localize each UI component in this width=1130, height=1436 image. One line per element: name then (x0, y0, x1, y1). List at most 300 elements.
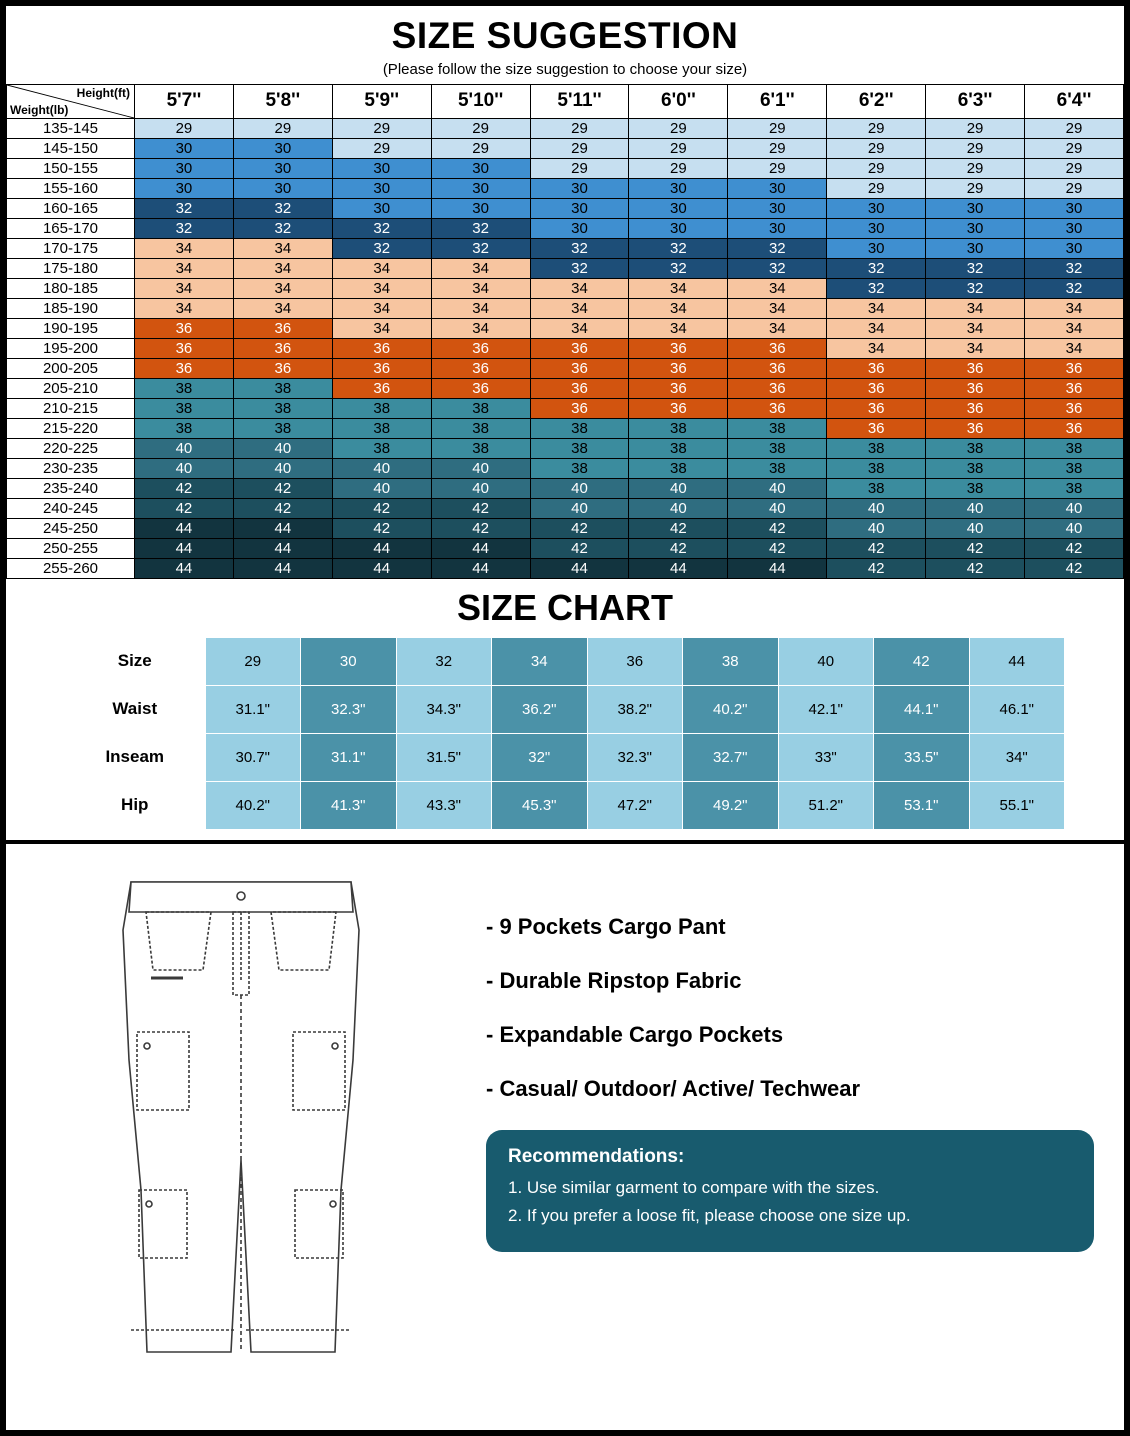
height-column-header: 6'0'' (629, 84, 728, 118)
size-cell: 42 (233, 498, 332, 518)
size-cell: 30 (827, 238, 926, 258)
size-cell: 34 (135, 278, 234, 298)
size-chart-cell: 32.7" (683, 733, 779, 781)
weight-row-label: 195-200 (7, 338, 135, 358)
size-chart-cell: 32" (492, 733, 588, 781)
size-chart-cell: 36.2" (492, 685, 588, 733)
weight-row-label: 200-205 (7, 358, 135, 378)
size-cell: 40 (926, 518, 1025, 538)
table-row (7, 338, 1124, 358)
weight-row-label: 235-240 (7, 478, 135, 498)
height-column-header: 6'4'' (1025, 84, 1124, 118)
size-cell: 38 (332, 418, 431, 438)
size-cell: 29 (629, 138, 728, 158)
size-chart-cell: 40 (778, 637, 874, 685)
size-cell: 29 (332, 138, 431, 158)
size-cell: 36 (629, 358, 728, 378)
weight-row-label: 190-195 (7, 318, 135, 338)
weight-row-label: 245-250 (7, 518, 135, 538)
table-row (7, 518, 1124, 538)
size-cell: 36 (1025, 378, 1124, 398)
size-cell: 36 (135, 358, 234, 378)
table-row (7, 358, 1124, 378)
size-cell: 29 (827, 118, 926, 138)
size-cell: 30 (728, 218, 827, 238)
feature-item: - Expandable Cargo Pockets (486, 1021, 784, 1047)
size-cell: 34 (530, 278, 629, 298)
size-cell: 36 (926, 418, 1025, 438)
size-cell: 30 (431, 198, 530, 218)
recommendations-box (486, 1130, 1094, 1252)
size-cell: 42 (431, 518, 530, 538)
size-chart-cell: 38 (683, 637, 779, 685)
size-chart-cell: 32.3" (301, 685, 397, 733)
size-cell: 30 (827, 198, 926, 218)
size-cell: 34 (431, 278, 530, 298)
size-chart-cell: 34" (969, 733, 1065, 781)
size-cell: 30 (332, 158, 431, 178)
size-cell: 32 (1025, 258, 1124, 278)
size-chart-cell: 33.5" (874, 733, 970, 781)
size-cell: 29 (827, 138, 926, 158)
size-cell: 29 (431, 118, 530, 138)
size-cell: 29 (926, 158, 1025, 178)
size-cell: 29 (926, 118, 1025, 138)
size-cell: 38 (233, 398, 332, 418)
size-cell: 32 (629, 238, 728, 258)
page-subtitle: (Please follow the size suggestion to choose your size) (382, 60, 748, 78)
cargo-pant-icon (91, 860, 391, 1370)
size-chart-cell: 53.1" (874, 781, 970, 829)
weight-row-label: 170-175 (7, 238, 135, 258)
size-chart-cell: 38.2" (587, 685, 683, 733)
size-cell: 34 (1025, 338, 1124, 358)
table-row (7, 138, 1124, 158)
size-cell: 40 (530, 478, 629, 498)
recommendations-title: Recommendations: (508, 1145, 685, 1167)
size-cell: 42 (827, 558, 926, 578)
size-chart-cell: 34.3" (396, 685, 492, 733)
size-cell: 38 (233, 378, 332, 398)
weight-row-label: 230-235 (7, 458, 135, 478)
height-column-header: 5'7'' (135, 84, 234, 118)
feature-item: - 9 Pockets Cargo Pant (486, 913, 726, 939)
size-cell: 32 (233, 218, 332, 238)
size-cell: 36 (431, 338, 530, 358)
size-cell: 40 (629, 498, 728, 518)
size-chart-cell: 30.7" (205, 733, 301, 781)
size-cell: 34 (629, 298, 728, 318)
size-cell: 34 (530, 318, 629, 338)
size-cell: 36 (1025, 398, 1124, 418)
height-column-header: 5'9'' (332, 84, 431, 118)
size-cell: 34 (332, 278, 431, 298)
size-cell: 42 (233, 478, 332, 498)
size-cell: 36 (233, 338, 332, 358)
size-cell: 32 (926, 258, 1025, 278)
weight-row-label: 155-160 (7, 178, 135, 198)
size-cell: 42 (1025, 558, 1124, 578)
size-cell: 36 (728, 358, 827, 378)
size-cell: 30 (629, 198, 728, 218)
weight-row-label: 135-145 (7, 118, 135, 138)
size-chart-cell: 36 (587, 637, 683, 685)
size-cell: 36 (629, 378, 728, 398)
size-cell: 44 (728, 558, 827, 578)
size-cell: 34 (135, 258, 234, 278)
size-cell: 30 (135, 158, 234, 178)
table-row (7, 178, 1124, 198)
size-cell: 29 (728, 158, 827, 178)
size-chart-cell: 45.3" (492, 781, 588, 829)
size-cell: 40 (233, 458, 332, 478)
size-cell: 40 (1025, 498, 1124, 518)
size-cell: 30 (926, 218, 1025, 238)
size-cell: 44 (332, 558, 431, 578)
size-cell: 38 (728, 438, 827, 458)
size-cell: 29 (1025, 138, 1124, 158)
size-cell: 36 (728, 338, 827, 358)
size-cell: 30 (1025, 198, 1124, 218)
size-cell: 36 (827, 358, 926, 378)
size-cell: 42 (332, 518, 431, 538)
size-cell: 36 (926, 378, 1025, 398)
height-column-header: 6'2'' (827, 84, 926, 118)
size-cell: 29 (530, 138, 629, 158)
size-cell: 34 (629, 318, 728, 338)
size-cell: 34 (629, 278, 728, 298)
size-cell: 32 (827, 258, 926, 278)
size-cell: 29 (530, 158, 629, 178)
size-cell: 29 (332, 118, 431, 138)
size-cell: 36 (1025, 418, 1124, 438)
size-cell: 30 (1025, 238, 1124, 258)
size-cell: 44 (233, 518, 332, 538)
size-cell: 30 (431, 158, 530, 178)
size-cell: 40 (431, 458, 530, 478)
size-chart-cell: 42 (874, 637, 970, 685)
size-cell: 34 (233, 238, 332, 258)
size-cell: 38 (431, 438, 530, 458)
size-cell: 32 (332, 218, 431, 238)
size-cell: 38 (629, 418, 728, 438)
size-cell: 30 (629, 178, 728, 198)
size-cell: 40 (530, 498, 629, 518)
weight-row-label: 240-245 (7, 498, 135, 518)
size-cell: 44 (431, 538, 530, 558)
axis-corner-cell (7, 84, 135, 118)
size-cell: 36 (629, 398, 728, 418)
size-cell: 30 (233, 158, 332, 178)
size-cell: 44 (629, 558, 728, 578)
size-cell: 38 (926, 478, 1025, 498)
table-row (7, 318, 1124, 338)
weight-row-label: 205-210 (7, 378, 135, 398)
size-cell: 30 (332, 198, 431, 218)
size-cell: 34 (926, 338, 1025, 358)
size-cell: 30 (233, 138, 332, 158)
size-cell: 30 (827, 218, 926, 238)
size-cell: 38 (233, 418, 332, 438)
size-cell: 44 (431, 558, 530, 578)
size-cell: 44 (530, 558, 629, 578)
table-row (7, 558, 1124, 578)
size-cell: 40 (135, 458, 234, 478)
weight-axis-label: Weight(lb) (10, 102, 69, 117)
weight-row-label: 165-170 (7, 218, 135, 238)
size-cell: 42 (135, 478, 234, 498)
size-cell: 36 (332, 358, 431, 378)
size-cell: 29 (827, 178, 926, 198)
table-row (7, 198, 1124, 218)
size-cell: 32 (332, 238, 431, 258)
size-cell: 29 (1025, 158, 1124, 178)
height-column-header: 5'10'' (431, 84, 530, 118)
size-cell: 30 (728, 178, 827, 198)
table-row (7, 418, 1124, 438)
size-cell: 29 (431, 138, 530, 158)
table-row (7, 498, 1124, 518)
size-cell: 44 (135, 558, 234, 578)
size-cell: 38 (135, 418, 234, 438)
feature-item: - Durable Ripstop Fabric (486, 967, 742, 993)
product-illustration (6, 854, 476, 1384)
size-chart-cell: 44.1" (874, 685, 970, 733)
size-cell: 30 (530, 198, 629, 218)
size-cell: 36 (332, 338, 431, 358)
size-cell: 34 (728, 298, 827, 318)
size-chart-title: SIZE CHART (457, 586, 673, 628)
size-chart-row-label: Hip (65, 781, 205, 829)
weight-row-label: 185-190 (7, 298, 135, 318)
bottom-section (6, 844, 1124, 1384)
size-cell: 38 (530, 458, 629, 478)
size-cell: 36 (728, 398, 827, 418)
size-cell: 34 (827, 298, 926, 318)
size-cell: 36 (629, 338, 728, 358)
size-chart-cell: 55.1" (969, 781, 1065, 829)
size-cell: 34 (135, 298, 234, 318)
size-cell: 32 (629, 258, 728, 278)
size-cell: 36 (135, 338, 234, 358)
size-cell: 36 (926, 398, 1025, 418)
table-row (7, 278, 1124, 298)
size-cell: 38 (827, 438, 926, 458)
size-cell: 29 (530, 118, 629, 138)
size-cell: 36 (926, 358, 1025, 378)
table-row (7, 478, 1124, 498)
size-cell: 36 (827, 378, 926, 398)
size-cell: 38 (1025, 478, 1124, 498)
height-axis-label: Height(ft) (76, 85, 130, 100)
weight-row-label: 220-225 (7, 438, 135, 458)
size-cell: 42 (530, 538, 629, 558)
size-cell: 40 (135, 438, 234, 458)
size-chart-cell: 40.2" (205, 781, 301, 829)
table-row (65, 637, 1065, 685)
size-cell: 38 (431, 418, 530, 438)
height-column-header: 5'8'' (233, 84, 332, 118)
size-cell: 32 (728, 258, 827, 278)
suggestion-header-row (7, 84, 1124, 118)
size-chart-row-label: Inseam (65, 733, 205, 781)
size-cell: 34 (1025, 298, 1124, 318)
features-list (476, 854, 1124, 1384)
table-row (7, 258, 1124, 278)
size-cell: 30 (728, 198, 827, 218)
size-cell: 29 (629, 118, 728, 138)
size-cell: 29 (728, 138, 827, 158)
size-cell: 32 (728, 238, 827, 258)
feature-item: - Casual/ Outdoor/ Active/ Techwear (486, 1075, 861, 1101)
size-cell: 30 (332, 178, 431, 198)
size-cell: 38 (530, 418, 629, 438)
size-cell: 34 (926, 298, 1025, 318)
size-cell: 34 (926, 318, 1025, 338)
size-cell: 44 (332, 538, 431, 558)
size-cell: 38 (431, 398, 530, 418)
recommendation-item: 2. If you prefer a loose fit, please choose one size up. (508, 1205, 911, 1225)
size-cell: 32 (530, 238, 629, 258)
size-cell: 42 (629, 518, 728, 538)
size-cell: 32 (431, 218, 530, 238)
size-cell: 29 (135, 118, 234, 138)
table-row (65, 685, 1065, 733)
size-cell: 38 (629, 458, 728, 478)
size-cell: 44 (233, 538, 332, 558)
size-cell: 32 (1025, 278, 1124, 298)
size-cell: 36 (827, 418, 926, 438)
size-cell: 34 (1025, 318, 1124, 338)
size-cell: 42 (926, 538, 1025, 558)
size-cell: 30 (530, 218, 629, 238)
size-cell: 44 (135, 518, 234, 538)
table-row (7, 238, 1124, 258)
size-cell: 40 (926, 498, 1025, 518)
page-title: SIZE SUGGESTION (391, 15, 739, 56)
size-cell: 34 (728, 318, 827, 338)
size-cell: 38 (135, 378, 234, 398)
size-cell: 42 (728, 538, 827, 558)
size-cell: 42 (827, 538, 926, 558)
size-cell: 42 (629, 538, 728, 558)
size-chart-cell: 42.1" (778, 685, 874, 733)
table-row (7, 458, 1124, 478)
size-cell: 32 (431, 238, 530, 258)
size-cell: 30 (233, 178, 332, 198)
size-cell: 32 (135, 198, 234, 218)
size-cell: 38 (629, 438, 728, 458)
size-cell: 42 (332, 498, 431, 518)
size-cell: 29 (827, 158, 926, 178)
weight-row-label: 175-180 (7, 258, 135, 278)
suggestion-body (7, 118, 1124, 578)
size-cell: 38 (1025, 458, 1124, 478)
weight-row-label: 210-215 (7, 398, 135, 418)
size-cell: 34 (431, 318, 530, 338)
weight-row-label: 160-165 (7, 198, 135, 218)
size-chart-cell: 29 (205, 637, 301, 685)
table-row (65, 733, 1065, 781)
size-cell: 40 (332, 458, 431, 478)
size-chart-cell: 49.2" (683, 781, 779, 829)
size-chart-row-label: Waist (65, 685, 205, 733)
size-chart-row-label: Size (65, 637, 205, 685)
size-cell: 34 (233, 278, 332, 298)
size-cell: 38 (926, 438, 1025, 458)
table-row (7, 298, 1124, 318)
size-cell: 34 (332, 258, 431, 278)
table-row (65, 781, 1065, 829)
size-chart-cell: 32 (396, 637, 492, 685)
size-cell: 40 (728, 478, 827, 498)
height-column-header: 6'1'' (728, 84, 827, 118)
size-cell: 38 (728, 458, 827, 478)
size-cell: 36 (431, 358, 530, 378)
size-cell: 42 (1025, 538, 1124, 558)
size-cell: 34 (233, 258, 332, 278)
weight-row-label: 150-155 (7, 158, 135, 178)
size-chart-cell: 44 (969, 637, 1065, 685)
size-cell: 30 (431, 178, 530, 198)
size-cell: 29 (926, 138, 1025, 158)
size-cell: 40 (1025, 518, 1124, 538)
size-cell: 34 (332, 298, 431, 318)
height-column-header: 6'3'' (926, 84, 1025, 118)
size-cell: 32 (926, 278, 1025, 298)
size-cell: 38 (728, 418, 827, 438)
size-cell: 38 (530, 438, 629, 458)
size-cell: 36 (530, 358, 629, 378)
size-cell: 36 (233, 358, 332, 378)
size-chart-cell: 31.5" (396, 733, 492, 781)
size-chart-cell: 31.1" (205, 685, 301, 733)
size-cell: 30 (530, 178, 629, 198)
size-cell: 40 (827, 498, 926, 518)
table-row (7, 538, 1124, 558)
size-chart-cell: 32.3" (587, 733, 683, 781)
size-chart-cell: 51.2" (778, 781, 874, 829)
size-cell: 34 (827, 338, 926, 358)
size-cell: 29 (233, 118, 332, 138)
weight-row-label: 250-255 (7, 538, 135, 558)
size-cell: 36 (332, 378, 431, 398)
table-row (7, 118, 1124, 138)
size-chart-cell: 31.1" (301, 733, 397, 781)
table-row (7, 398, 1124, 418)
size-chart-body (65, 637, 1065, 829)
size-cell: 36 (233, 318, 332, 338)
size-cell: 29 (926, 178, 1025, 198)
size-cell: 29 (629, 158, 728, 178)
size-cell: 34 (530, 298, 629, 318)
table-row (7, 158, 1124, 178)
size-chart-cell: 46.1" (969, 685, 1065, 733)
size-chart-table (65, 637, 1065, 830)
table-row (7, 378, 1124, 398)
size-cell: 34 (332, 318, 431, 338)
size-cell: 36 (827, 398, 926, 418)
size-cell: 30 (926, 198, 1025, 218)
size-cell: 40 (233, 438, 332, 458)
size-chart-cell: 41.3" (301, 781, 397, 829)
height-column-header: 5'11'' (530, 84, 629, 118)
size-cell: 34 (431, 258, 530, 278)
size-cell: 36 (135, 318, 234, 338)
size-cell: 36 (530, 398, 629, 418)
table-row (7, 218, 1124, 238)
size-cell: 38 (332, 438, 431, 458)
